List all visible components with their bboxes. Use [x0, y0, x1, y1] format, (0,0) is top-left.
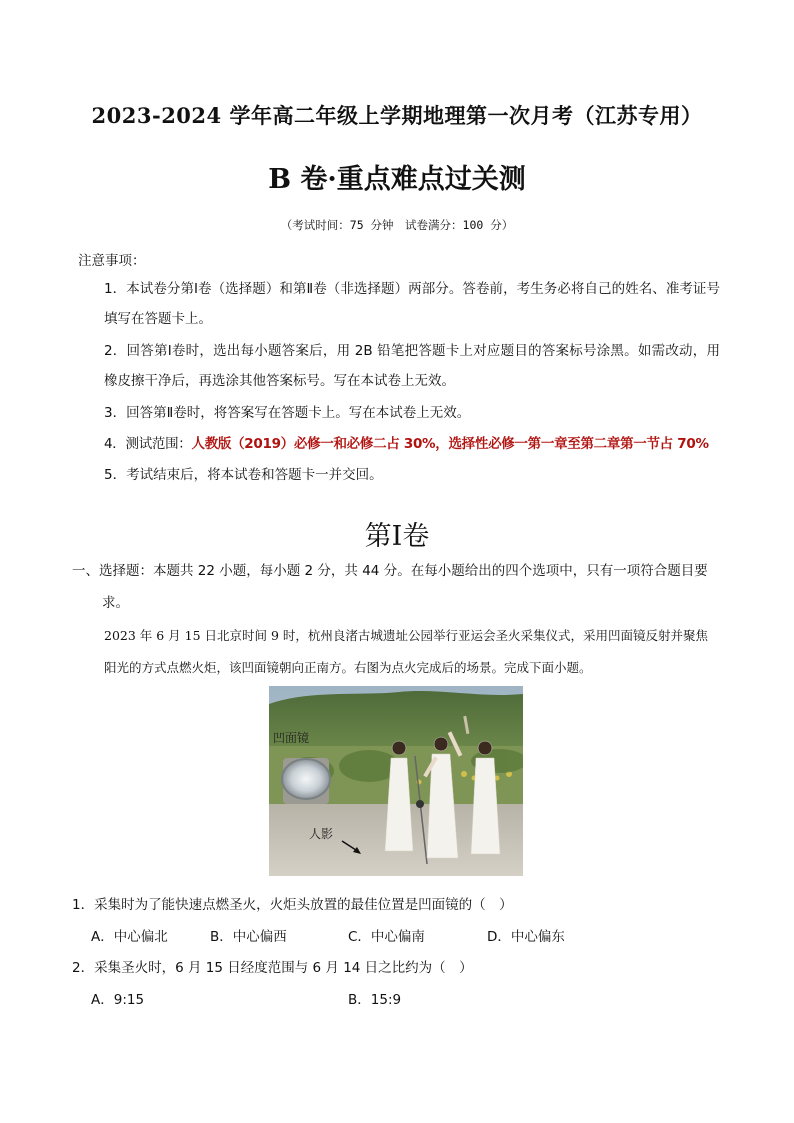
- material-paragraph: 2023 年 6 月 15 日北京时间 9 时，杭州良渚古城遗址公园举行亚运会圣火采集仪式，采用凹面镜反射并聚焦阳光的方式点燃火炬，该凹面镜朝向正南方。右图为点火完成后的场景。完成下面小题。: [104, 628, 708, 675]
- notice-item-1: [78, 274, 720, 334]
- notice-item-3-text: 3．回答第Ⅱ卷时，将答案写在答题卡上。写在本试卷上无效。: [104, 405, 471, 421]
- notice-item-5: [78, 460, 720, 490]
- mirror-label: 凹面镜: [273, 731, 310, 745]
- section-instruction-line2: 求。: [102, 595, 129, 611]
- notice-item-4: [78, 429, 720, 459]
- question-1-option-d: D．中心偏东: [487, 929, 565, 945]
- question-2-option-b: B．15:9: [348, 992, 402, 1008]
- exam-title: 2023-2024 学年高二年级上学期地理第一次月考（江苏专用）: [91, 103, 703, 128]
- exam-info: （考试时间：75 分钟 试卷满分：100 分）: [280, 218, 514, 232]
- section-title: 第Ⅰ卷: [364, 521, 430, 552]
- notice-item-4-label: 4．测试范围：: [104, 436, 192, 452]
- shadow-label: 人影: [309, 827, 334, 841]
- test-scope-text: 人教版（2019）必修一和必修二占 30%，选择性必修一第一章至第二章第一节占 70%: [191, 436, 709, 452]
- question-2-stem: 2．采集圣火时，6 月 15 日经度范围与 6 月 14 日之比约为（ ）: [72, 960, 473, 976]
- section-instruction: [72, 555, 722, 619]
- question-1-option-b: B．中心偏西: [210, 929, 287, 945]
- notice-item-2-text: 2．回答第Ⅰ卷时，选出每小题答案后，用 2B 铅笔把答题卡上对应题目的答案标号涂黑。如需改动，用橡皮擦干净后，再选涂其他答案标号。写在本试卷上无效。: [104, 343, 720, 389]
- notice-item-3: [78, 398, 720, 428]
- section-instruction-line1: 一、选择题：本题共 22 小题，每小题 2 分，共 44 分。在每小题给出的四个选项中，只有一项符合题目要: [72, 563, 708, 579]
- material-text: [78, 620, 720, 684]
- exam-subtitle: B 卷·重点难点过关测: [268, 164, 526, 195]
- notice-heading: 注意事项：: [78, 253, 146, 269]
- question-1-stem: 1．采集时为了能快速点燃圣火，火炬头放置的最佳位置是凹面镜的（ ）: [72, 897, 513, 913]
- notice-item-2: [78, 336, 720, 396]
- question-1-option-c: C．中心偏南: [348, 929, 425, 945]
- torch-ceremony-photo: [269, 686, 523, 876]
- photo-illustration: [269, 686, 523, 876]
- notice-item-5-text: 5．考试结束后，将本试卷和答题卡一并交回。: [104, 467, 383, 483]
- question-2-option-a: A．9:15: [91, 992, 145, 1008]
- question-1-option-a: A．中心偏北: [91, 929, 168, 945]
- notice-item-1-text: 1．本试卷分第Ⅰ卷（选择题）和第Ⅱ卷（非选择题）两部分。答卷前，考生务必将自己的姓名、准考证号填写在答题卡上。: [104, 281, 720, 327]
